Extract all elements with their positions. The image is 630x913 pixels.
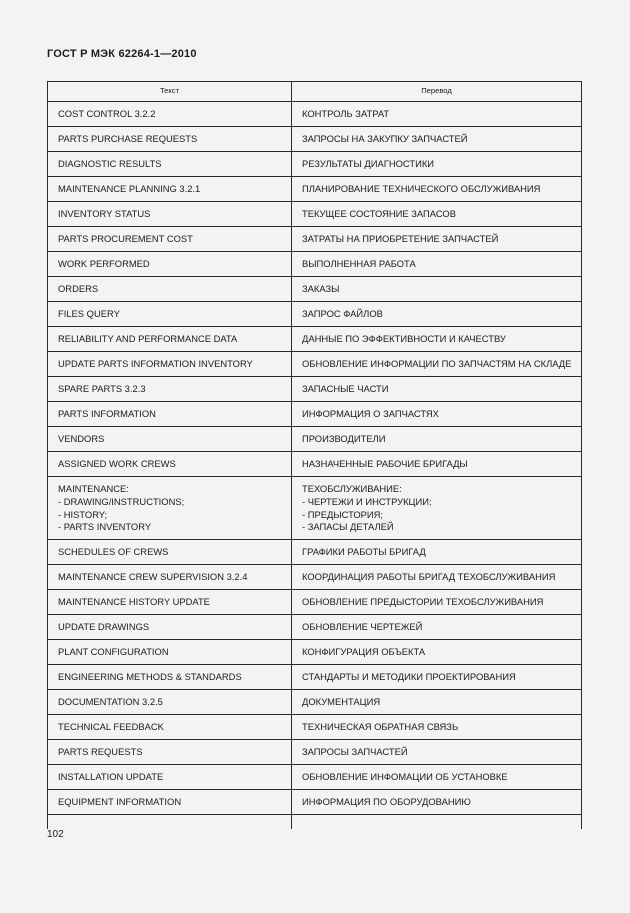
cell-translation: СТАНДАРТЫ И МЕТОДИКИ ПРОЕКТИРОВАНИЯ (292, 665, 582, 690)
cell-translation: ОБНОВЛЕНИЕ ИНФОМАЦИИ ОБ УСТАНОВКЕ (292, 765, 582, 790)
table-row (48, 740, 582, 765)
table-row (48, 277, 582, 302)
cell-text: TECHNICAL FEEDBACK (48, 715, 292, 740)
cell-text: DOCUMENTATION 3.2.5 (48, 690, 292, 715)
table-row (48, 565, 582, 590)
table-row (48, 127, 582, 152)
table-row (48, 590, 582, 615)
cell-line: - DRAWING/INSTRUCTIONS; (58, 495, 185, 507)
cell-text: MAINTENANCE HISTORY UPDATE (48, 590, 292, 615)
cell-text: PARTS PURCHASE REQUESTS (48, 127, 292, 152)
cell-translation: КОНФИГУРАЦИЯ ОБЪЕКТА (292, 640, 582, 665)
cell-translation: ОБНОВЛЕНИЕ ПРЕДЫСТОРИИ ТЕХОБСЛУЖИВАНИЯ (292, 590, 582, 615)
cell-translation: ПЛАНИРОВАНИЕ ТЕХНИЧЕСКОГО ОБСЛУЖИВАНИЯ (292, 177, 582, 202)
cell-text: SCHEDULES OF CREWS (48, 540, 292, 565)
cell-text: INVENTORY STATUS (48, 202, 292, 227)
cell-translation (292, 477, 582, 540)
glossary-table (47, 81, 582, 829)
table-row (48, 352, 582, 377)
table-row (48, 177, 582, 202)
cell-text: FILES QUERY (48, 302, 292, 327)
cell-text: EQUIPMENT INFORMATION (48, 790, 292, 815)
cell-translation: ЗАПАСНЫЕ ЧАСТИ (292, 377, 582, 402)
cell-text: DIAGNOSTIC RESULTS (48, 152, 292, 177)
table-row (48, 690, 582, 715)
column-header-translation: Перевод (292, 82, 582, 102)
cell-translation: НАЗНАЧЕННЫЕ РАБОЧИЕ БРИГАДЫ (292, 452, 582, 477)
table-row (48, 665, 582, 690)
cell-text: PARTS REQUESTS (48, 740, 292, 765)
cell-line: - ЗАПАСЫ ДЕТАЛЕЙ (302, 521, 394, 533)
column-header-text: Текст (48, 82, 292, 102)
cell-translation: ЗАПРОСЫ ЗАПЧАСТЕЙ (292, 740, 582, 765)
cell-text: MAINTENANCE PLANNING 3.2.1 (48, 177, 292, 202)
empty-cell (292, 815, 582, 830)
table-row (48, 252, 582, 277)
cell-text: SPARE PARTS 3.2.3 (48, 377, 292, 402)
table-row (48, 790, 582, 815)
cell-translation: ЗАПРОС ФАЙЛОВ (292, 302, 582, 327)
table-row (48, 202, 582, 227)
table-row (48, 227, 582, 252)
cell-translation: ОБНОВЛЕНИЕ ЧЕРТЕЖЕЙ (292, 615, 582, 640)
cell-line: - ЧЕРТЕЖИ И ИНСТРУКЦИИ; (302, 495, 432, 507)
cell-line: - PARTS INVENTORY (58, 521, 152, 533)
table-row (48, 102, 582, 127)
cell-text: WORK PERFORMED (48, 252, 292, 277)
cell-translation: ТЕХНИЧЕСКАЯ ОБРАТНАЯ СВЯЗЬ (292, 715, 582, 740)
table-continuation (48, 815, 582, 830)
table-row (48, 152, 582, 177)
table-row (48, 377, 582, 402)
cell-text: ORDERS (48, 277, 292, 302)
table-row (48, 427, 582, 452)
cell-translation: ПРОИЗВОДИТЕЛИ (292, 427, 582, 452)
cell-translation: ДАННЫЕ ПО ЭФФЕКТИВНОСТИ И КАЧЕСТВУ (292, 327, 582, 352)
cell-text: UPDATE DRAWINGS (48, 615, 292, 640)
cell-line: - HISTORY; (58, 508, 108, 520)
cell-text: RELIABILITY AND PERFORMANCE DATA (48, 327, 292, 352)
cell-text: COST CONTROL 3.2.2 (48, 102, 292, 127)
cell-translation: ТЕКУЩЕЕ СОСТОЯНИЕ ЗАПАСОВ (292, 202, 582, 227)
cell-text: PARTS PROCUREMENT COST (48, 227, 292, 252)
cell-line: ТЕХОБСЛУЖИВАНИЕ: (302, 483, 402, 495)
cell-text: MAINTENANCE CREW SUPERVISION 3.2.4 (48, 565, 292, 590)
table-row (48, 452, 582, 477)
table-row (48, 765, 582, 790)
cell-line: - ПРЕДЫСТОРИЯ; (302, 508, 384, 520)
cell-text: ASSIGNED WORK CREWS (48, 452, 292, 477)
table-row (48, 640, 582, 665)
cell-translation: ЗАКАЗЫ (292, 277, 582, 302)
cell-text: PLANT CONFIGURATION (48, 640, 292, 665)
cell-text (48, 477, 292, 540)
table-row (48, 477, 582, 540)
cell-translation: КООРДИНАЦИЯ РАБОТЫ БРИГАД ТЕХОБСЛУЖИВАНИЯ (292, 565, 582, 590)
document-header: ГОСТ Р МЭК 62264-1—2010 (47, 48, 197, 60)
table-row (48, 615, 582, 640)
cell-translation: РЕЗУЛЬТАТЫ ДИАГНОСТИКИ (292, 152, 582, 177)
cell-text: UPDATE PARTS INFORMATION INVENTORY (48, 352, 292, 377)
table-row (48, 402, 582, 427)
cell-translation: ЗАТРАТЫ НА ПРИОБРЕТЕНИЕ ЗАПЧАСТЕЙ (292, 227, 582, 252)
cell-translation: ГРАФИКИ РАБОТЫ БРИГАД (292, 540, 582, 565)
cell-translation: ОБНОВЛЕНИЕ ИНФОРМАЦИИ ПО ЗАПЧАСТЯМ НА СКЛАДЕ (292, 352, 582, 377)
page-number: 102 (47, 829, 64, 840)
cell-text: PARTS INFORMATION (48, 402, 292, 427)
cell-text: INSTALLATION UPDATE (48, 765, 292, 790)
table-row (48, 327, 582, 352)
cell-translation: ЗАПРОСЫ НА ЗАКУПКУ ЗАПЧАСТЕЙ (292, 127, 582, 152)
cell-translation: ИНФОРМАЦИЯ ПО ОБОРУДОВАНИЮ (292, 790, 582, 815)
empty-cell (48, 815, 292, 830)
cell-translation: ИНФОРМАЦИЯ О ЗАПЧАСТЯХ (292, 402, 582, 427)
table-row (48, 540, 582, 565)
table-row (48, 715, 582, 740)
cell-translation: КОНТРОЛЬ ЗАТРАТ (292, 102, 582, 127)
cell-text: ENGINEERING METHODS & STANDARDS (48, 665, 292, 690)
table-row (48, 302, 582, 327)
cell-translation: ВЫПОЛНЕННАЯ РАБОТА (292, 252, 582, 277)
table-header-row (48, 82, 582, 102)
cell-translation: ДОКУМЕНТАЦИЯ (292, 690, 582, 715)
cell-text: VENDORS (48, 427, 292, 452)
cell-line: MAINTENANCE: (58, 483, 129, 495)
